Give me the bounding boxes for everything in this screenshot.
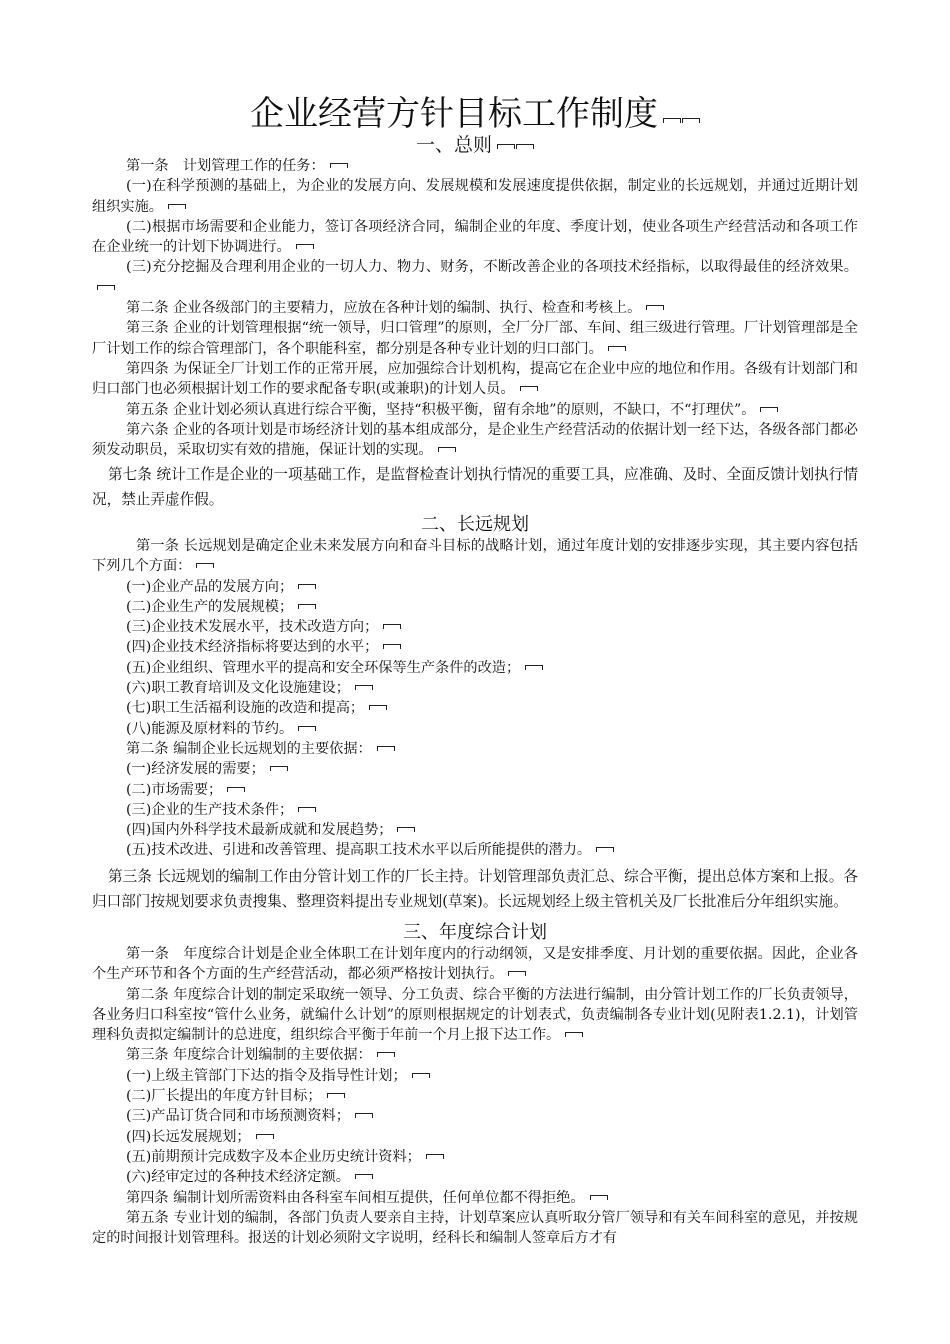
paragraph-mark-icon: [565, 1032, 583, 1037]
paragraph-mark-icon: [608, 346, 626, 351]
paragraph-mark-icon: [97, 285, 115, 290]
list-item: (六)职工教育培训及文化设施建设；: [92, 678, 858, 698]
paragraph-mark-icon: [682, 118, 700, 123]
paragraph-mark-icon: [298, 584, 316, 589]
article: 第三条 长远规划的编制工作由分管计划工作的厂长主持。计划管理部负责汇总、综合平衡，提出总体方案和上报。各归口部门按规划要求负责搜集、整理资料提出专业规划(草案)。长远规划经上级主管机关及厂长批准后分年组织实施。: [92, 867, 858, 910]
article: 第二条 编制企业长远规划的主要依据：: [92, 739, 858, 759]
paragraph-mark-icon: [298, 726, 316, 731]
paragraph-mark-icon: [383, 644, 401, 649]
section-heading-long-term-plan: 二、长远规划: [421, 514, 529, 535]
paragraph-mark-icon: [377, 746, 395, 751]
article: 第二条 年度综合计划的制定采取统一领导、分工负责、综合平衡的方法进行编制，由分管计划工作的厂长负责领导，各业务归口科室按“管什么业务，就编什么计划”的原则根据规定的计划表式，负责编制各专业计划(见附表1.2.1)，计划管理科负责拟定编制计的总进度，组织综合平衡于年前一个月上报下达工作。: [92, 986, 858, 1044]
list-item: (五)企业组织、管理水平的提高和安全环保等生产条件的改造；: [92, 658, 858, 678]
article: 第五条 企业计划必须认真进行综合平衡，坚持“积极平衡，留有余地”的原则，不缺口，不“打理伏”。: [92, 400, 858, 420]
item-list: [92, 759, 858, 860]
article: 第四条 编制计划所需资料由各科室车间相互提供，任何单位都不得拒绝。: [92, 1188, 858, 1208]
paragraph-mark-icon: [497, 144, 515, 149]
article: 第六条 企业的各项计划是市场经济计划的基本组成部分，是企业生产经营活动的依据计划一经下达，各级各部门都必须发动职员，采取切实有效的措施，保证计划的实现。: [92, 421, 858, 459]
article: 第一条 长远规划是确定企业未来发展方向和奋斗目标的战略计划，通过年度计划的安排逐步实现，其主要内容包括下列几个方面：: [92, 538, 858, 575]
list-item: (三)产品订货合同和市场预测资料；: [92, 1106, 858, 1126]
list-item: (三)企业的生产技术条件；: [92, 800, 858, 820]
paragraph-mark-icon: [426, 1154, 444, 1159]
paragraph-mark-icon: [355, 685, 373, 690]
paragraph-mark-icon: [298, 807, 316, 812]
article-item: (一)在科学预测的基础上，为企业的发展方向、发展规模和发展速度提供依据，制定业的长远规划，并通过近期计划组织实施。: [92, 178, 858, 215]
paragraph-mark-icon: [596, 847, 614, 852]
section-long-term-plan: [92, 514, 858, 914]
list-item: (一)经济发展的需要；: [92, 759, 858, 779]
paragraph-mark-icon: [760, 407, 778, 412]
article: 第五条 专业计划的编制，各部门负责人要亲自主持，计划草案应认真听取分管厂领导和有关车间科室的意见，并按规定的时间报计划管理科。报送的计划必须附文字说明，经科长和编制人签章后方才有: [92, 1209, 858, 1247]
paragraph-mark-icon: [383, 624, 401, 629]
paragraph-mark-icon: [168, 204, 186, 209]
article: 第二条 企业各级部门的主要精力，应放在各种计划的编制、执行、检查和考核上。: [92, 298, 858, 318]
article: 第七条 统计工作是企业的一项基础工作，是监督检查计划执行情况的重要工具，应准确、及时、全面反馈计划执行情况，禁止弄虚作假。: [92, 466, 858, 509]
list-item: (六)经审定过的各种技术经济定额。: [92, 1167, 858, 1187]
article: 第一条 年度综合计划是企业全体职工在计划年度内的行动纲领，又是安排季度、月计划的重要依据。因此，企业各个生产环节和各个方面的生产经营活动，都必须严格按计划执行。: [92, 946, 858, 983]
paragraph-mark-icon: [355, 1174, 373, 1179]
section-heading-annual-plan: 三、年度综合计划: [403, 922, 547, 943]
list-item: (五)前期预计完成数字及本企业历史统计资料；: [92, 1147, 858, 1167]
paragraph-mark-icon: [646, 305, 664, 310]
list-item: (二)企业生产的发展规模；: [92, 597, 858, 617]
list-item: (四)长远发展规划；: [92, 1127, 858, 1147]
paragraph-mark-icon: [270, 766, 288, 771]
article: 第三条 企业的计划管理根据“统一领导，归口管理”的原则，全厂分厂部、车间、组三级进行管理。厂计划管理部是全厂计划工作的综合管理部门，各个职能科室，都分别是各种专业计划的归口部门。: [92, 320, 858, 357]
list-item: (五)技术改进、引进和改善管理、提高职工技术水平以后所能提供的潜力。: [92, 840, 858, 860]
list-item: (三)企业技术发展水平，技术改造方向；: [92, 617, 858, 637]
item-list: [92, 577, 858, 739]
paragraph-mark-icon: [520, 386, 538, 391]
list-item: (二)市场需要；: [92, 780, 858, 800]
document-title: 企业经营方针目标工作制度: [0, 94, 950, 134]
list-item: (八)能源及原材料的节约。: [92, 719, 858, 739]
list-item: (二)厂长提出的年度方针目标；: [92, 1086, 858, 1106]
paragraph-mark-icon: [663, 118, 681, 123]
paragraph-mark-icon: [227, 787, 245, 792]
paragraph-mark-icon: [412, 1073, 430, 1078]
paragraph-mark-icon: [377, 1052, 395, 1057]
paragraph-mark-icon: [327, 1093, 345, 1098]
paragraph-mark-icon: [369, 705, 387, 710]
paragraph-mark-icon: [590, 1195, 608, 1200]
paragraph-mark-icon: [296, 244, 314, 249]
section-general: [92, 134, 858, 513]
paragraph-mark-icon: [516, 144, 534, 149]
article-item: (二)根据市场需要和企业能力，签订各项经济合同，编制企业的年度、季度计划，使业各项生产经营活动和各项工作在企业统一的计划下协调进行。: [92, 218, 858, 256]
section-annual-plan: [92, 922, 858, 1248]
article: 第三条 年度综合计划编制的主要依据：: [92, 1045, 858, 1065]
list-item: (四)国内外科学技术最新成就和发展趋势；: [92, 820, 858, 840]
paragraph-mark-icon: [330, 163, 348, 168]
item-list: [92, 1066, 858, 1188]
paragraph-mark-icon: [525, 665, 543, 670]
article: 第一条 计划管理工作的任务：: [92, 156, 858, 176]
article-item: (三)充分挖掘及合理利用企业的一切人力、物力、财务，不断改善企业的各项技术经指标，以取得最佳的经济效果。: [92, 257, 858, 298]
paragraph-mark-icon: [298, 604, 316, 609]
section-heading-general: 一、总则: [92, 134, 858, 156]
paragraph-mark-icon: [256, 1134, 274, 1139]
paragraph-mark-icon: [508, 971, 526, 976]
list-item: (七)职工生活福利设施的改造和提高；: [92, 698, 858, 718]
paragraph-mark-icon: [355, 1113, 373, 1118]
article: 第四条 为保证全厂计划工作的正常开展，应加强综合计划机构，提高它在企业中应的地位和作用。各级有计划部门和归口部门也必须根据计划工作的要求配备专职(或兼职)的计划人员。: [92, 360, 858, 398]
list-item: (一)上级主管部门下达的指令及指导性计划；: [92, 1066, 858, 1086]
list-item: (四)企业技术经济指标将要达到的水平；: [92, 637, 858, 657]
list-item: (一)企业产品的发展方向；: [92, 577, 858, 597]
paragraph-mark-icon: [438, 447, 456, 452]
paragraph-mark-icon: [397, 827, 415, 832]
paragraph-mark-icon: [196, 563, 214, 568]
